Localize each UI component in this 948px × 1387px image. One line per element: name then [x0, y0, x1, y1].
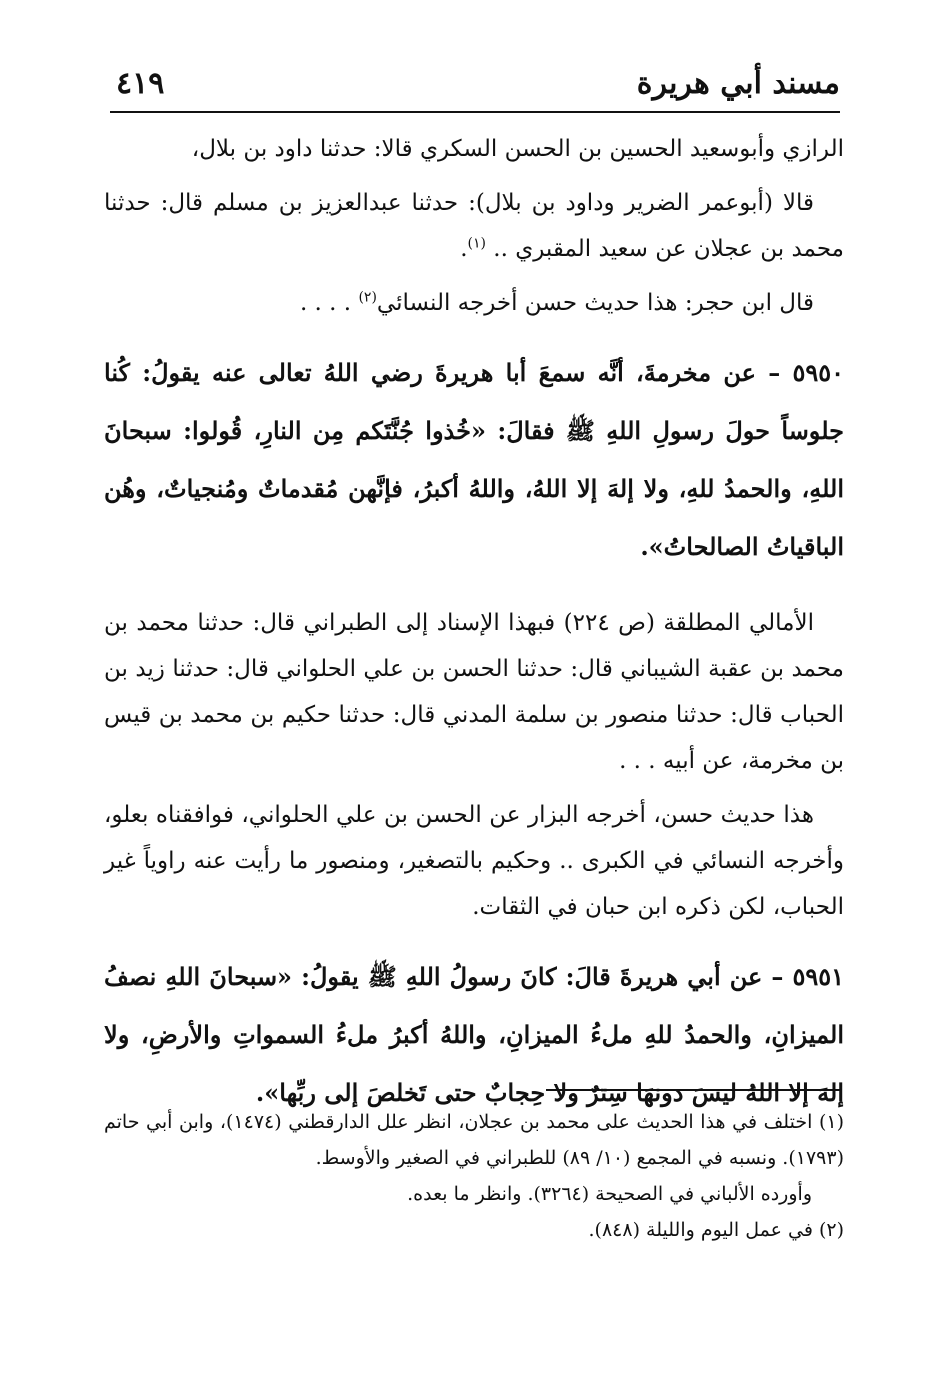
footnote-2: (٢) في عمل اليوم والليلة (٨٤٨).: [588, 1219, 844, 1241]
paragraph-text: قال ابن حجر: هذا حديث حسن أخرجه النسائي: [376, 290, 814, 316]
hadith-text: ٥٩٥١ – عن أبي هريرةَ قالَ: كانَ رسولُ اللهِ ﷺ يقولُ: «سبحانَ اللهِ نصفُ الميزانِ، والحمدُ للهِ ملءُ الميزانِ، واللهُ أكبرُ ملءُ السمواتِ والأرضِ، ولا إلهَ إلا اللهُ ليسَ دونهَا سِترٌ ولا حِجابٌ حتى تَخلصَ إلى ربِّها».: [104, 962, 844, 1107]
footnote-ref: (٢): [358, 289, 377, 306]
footnote-ref: (١): [467, 235, 486, 252]
page-number: ٤١٩: [116, 66, 165, 101]
paragraph-grading: [104, 792, 844, 930]
paragraph-tail: .: [460, 236, 468, 262]
footnotes: [104, 1104, 844, 1248]
footnote-rule: [546, 1089, 842, 1091]
paragraph-text: الرازي وأبوسعيد الحسين بن الحسن السكري قالا: حدثنا داود بن بلال،: [191, 136, 844, 162]
hadith-5950: [104, 344, 844, 576]
paragraph-text: قالا (أبوعمر الضرير وداود بن بلال): حدثنا عبدالعزيز بن مسلم قال: حدثنا محمد بن عجلان عن سعيد المقبري ..: [104, 190, 844, 262]
paragraph-ibn-hajar: [104, 280, 844, 326]
footnote-1-continuation: وأورده الألباني في الصحيحة (٣٢٦٤). وانظر ما بعده.: [407, 1183, 812, 1205]
hadith-text: ٥٩٥٠ – عن مخرمةَ، أنَّه سمعَ أبا هريرةَ رضي اللهُ تعالى عنه يقولُ: كُنا جلوساً حولَ رسولِ اللهِ ﷺ فقالَ: «خُذوا جُنَّتَكم مِن النارِ، قُولوا: سبحانَ اللهِ، والحمدُ للهِ، ولا إلهَ إلا اللهُ، واللهُ أكبرُ، فإنَّهن مُقدماتٌ ومُنجياتٌ، وهُن الباقياتُ الصالحاتُ».: [104, 358, 844, 561]
body-text: [104, 126, 844, 1122]
paragraph-tail: . . . .: [299, 290, 359, 316]
paragraph-isnad-continuation: [104, 126, 844, 172]
paragraph-amali: [104, 600, 844, 784]
paragraph-isnad: [104, 180, 844, 272]
hadith-5951: [104, 948, 844, 1122]
header-rule: [110, 111, 840, 113]
running-title: مسند أبي هريرة: [636, 66, 840, 101]
paragraph-text: هذا حديث حسن، أخرجه البزار عن الحسن بن علي الحلواني، فوافقناه بعلو، وأخرجه النسائي في الكبرى .. وحكيم بالتصغير، ومنصور ما رأيت عنه راوياً غير الحباب، لكن ذكره ابن حبان في الثقات.: [104, 802, 844, 920]
footnote-1: (١) اختلف في هذا الحديث على محمد بن عجلان، انظر علل الدارقطني (١٤٧٤)، وابن أبي حاتم (١٧٩٣). ونسبه في المجمع (١٠/ ٨٩) للطبراني في الصغير والأوسط.: [104, 1111, 844, 1169]
page-header: [110, 62, 840, 108]
paragraph-text: الأمالي المطلقة (ص ٢٢٤) فبهذا الإسناد إلى الطبراني قال: حدثنا محمد بن محمد بن عقبة الشيباني قال: حدثنا الحسن بن علي الحلواني قال: حدثنا زيد بن الحباب قال: حدثنا منصور بن سلمة المدني قال: حدثنا حكيم بن محمد بن قيس بن مخرمة، عن أبيه . . .: [104, 610, 844, 774]
